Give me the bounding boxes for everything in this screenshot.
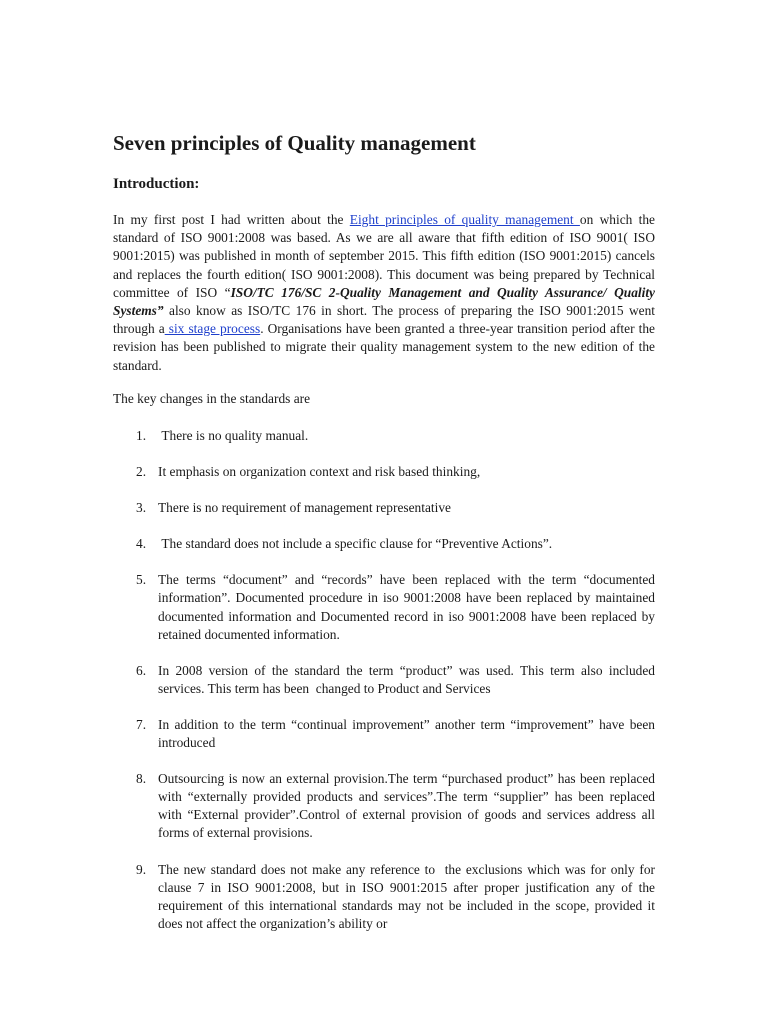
intro-text-2: on which the standard of ISO 9001:2008 was based. As we are all aware that fifth edition of ISO 9001( ISO 9001:2015) was published in month of september 2015. This fifth edition (ISO 9001:2015) cancels and replaces the fourth edition( ISO 9001:2008). This document was being prepared by Technical committee of ISO “ [113,212,655,300]
list-item [113,861,655,933]
list-item-number: 1. [136,428,147,443]
list-item [113,463,655,481]
list-item-number: 8. [136,771,147,787]
list-item-text: Outsourcing is now an external provision.The term “purchased product” has been replaced with “externally provided products and services”.The term “supplier” has been replaced with “External provider”.Control of external provision of goods and services address all forms of external provisions. [158,771,655,841]
eight-principles-link[interactable]: Eight principles of quality management [349,212,580,227]
page-title: Seven principles of Quality management [113,131,476,155]
list-item [113,427,655,445]
intro-text-4: . Organisations have been granted a three-year transition period after the revision has been published to migrate their quality management system to the new edition of the standard. [113,321,655,373]
list-item [113,535,655,553]
introduction-heading: Introduction: [113,176,200,192]
list-item [113,662,655,698]
list-item [113,499,655,517]
list-item-text: There is no requirement of management representative [158,500,451,516]
list-item-text: The new standard does not make any reference to the exclusions which was for only for clause 7 in ISO 9001:2008, but in ISO 9001:2015 after proper justification any of the requirement of this international standards may not be included in the scope, provided it does not affect the organization’s ability or [158,861,655,931]
list-item-text: It emphasis on organization context and risk based thinking, [158,464,481,480]
six-stage-process-link[interactable]: six stage process [164,321,261,337]
intro-text-3: also know as ISO/TC 176 in short. The process of preparing the ISO 9001:2015 went through a [113,303,655,337]
list-item [113,716,655,752]
list-item-number: 9. [136,861,147,877]
list-item-number: 6. [136,662,147,678]
list-item-number: 7. [136,716,147,732]
key-changes-list [113,427,655,951]
list-item-text: There is no quality manual. [158,428,309,443]
list-item [113,571,655,643]
committee-name: ISO/TC 176/SC 2-Quality Management and Quality Assurance/ Quality Systems” [113,284,655,319]
list-item-number: 4. [136,536,147,552]
list-item-text: The standard does not include a specific clause for “Preventive Actions”. [158,536,553,552]
list-item-number: 2. [136,464,147,480]
list-item-text: In 2008 version of the standard the term “product” was used. This term also included services. This term has been changed to Product and Services [158,662,655,696]
intro-text-1: In my first post I had written about the [113,212,350,227]
list-item-text: The terms “document” and “records” have been replaced with the term “documented information”. Documented procedure in iso 9001:2008 have been replaced by maintained documented information and Documented record in iso 9001:2008 have been replaced by retained documented information. [158,572,655,642]
document-page [113,0,655,1024]
introduction-paragraph [113,211,655,375]
key-changes-intro: The key changes in the standards are [113,391,311,406]
list-item-number: 5. [136,572,147,588]
list-item-number: 3. [136,500,147,516]
list-item-text: In addition to the term “continual improvement” another term “improvement” have been introduced [158,716,655,751]
list-item [113,770,655,842]
